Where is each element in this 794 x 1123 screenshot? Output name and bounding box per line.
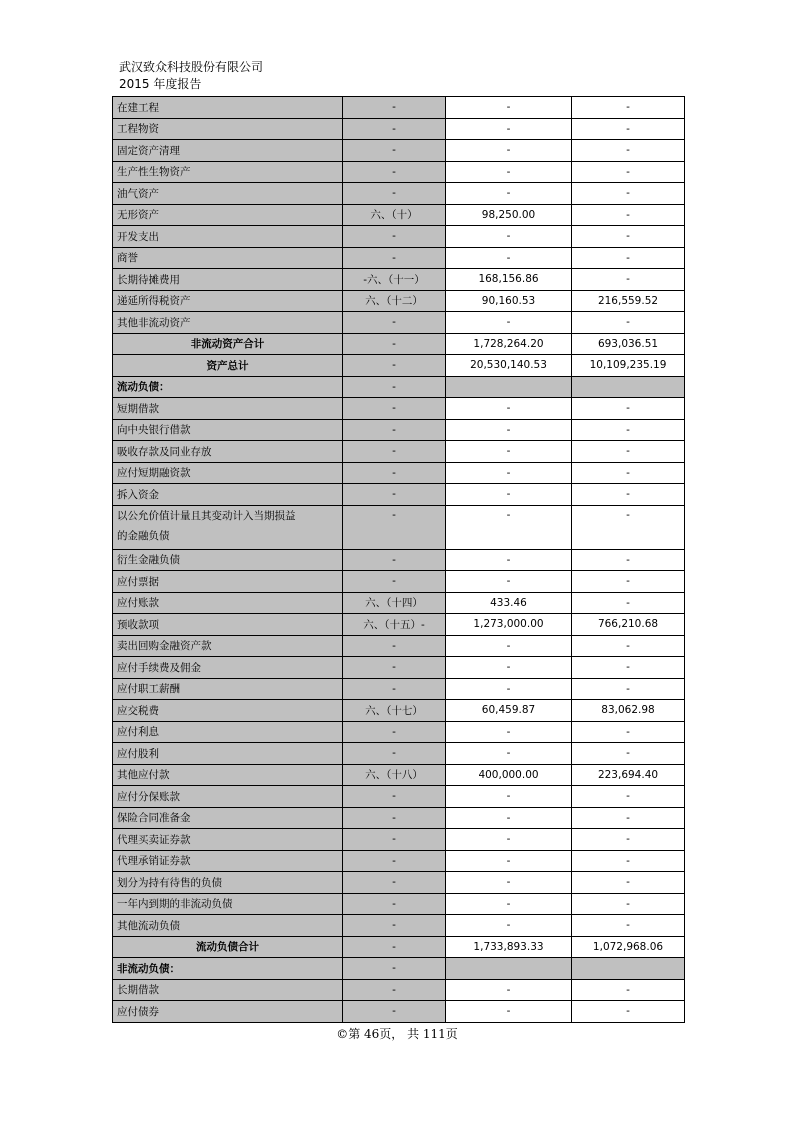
item-name-line-2: 的金融负债: [117, 529, 170, 542]
prior-period-value: -: [572, 829, 685, 851]
note-ref: 六、（十）: [343, 204, 446, 226]
prior-period-value: -: [572, 915, 685, 937]
table-row: [113, 204, 685, 226]
note-ref: -: [343, 484, 446, 506]
table-row: [113, 1001, 685, 1023]
item-name: 在建工程: [113, 97, 343, 119]
prior-period-value: -: [572, 657, 685, 679]
table-row: [113, 850, 685, 872]
item-name: 应付股利: [113, 743, 343, 765]
current-period-value: -: [446, 807, 572, 829]
note-ref: -: [343, 979, 446, 1001]
table-row: [113, 290, 685, 312]
table-row: [113, 97, 685, 119]
prior-period-value: -: [572, 635, 685, 657]
subtotal-row: [113, 936, 685, 958]
note-ref: -: [343, 161, 446, 183]
current-period-value: -: [446, 441, 572, 463]
item-name-line-1: 以公允价值计量且其变动计入当期损益: [117, 509, 296, 522]
table-row: [113, 592, 685, 614]
current-period-value: 168,156.86: [446, 269, 572, 291]
prior-period-value: -: [572, 505, 685, 549]
section-title: 流动负债：: [113, 376, 343, 398]
note-ref: -: [343, 441, 446, 463]
prior-period-value: -: [572, 807, 685, 829]
prior-period-value: -: [572, 247, 685, 269]
table-row: [113, 657, 685, 679]
item-name: 工程物资: [113, 118, 343, 140]
current-period-value: -: [446, 678, 572, 700]
item-name: 应付短期融资款: [113, 462, 343, 484]
current-period-value: 400,000.00: [446, 764, 572, 786]
note-ref: -: [343, 355, 446, 377]
item-name: 保险合同准备金: [113, 807, 343, 829]
table-row: [113, 764, 685, 786]
note-ref: -: [343, 247, 446, 269]
item-name: 拆入资金: [113, 484, 343, 506]
current-period-value: -: [446, 398, 572, 420]
item-name: 应付债券: [113, 1001, 343, 1023]
table-row: [113, 462, 685, 484]
prior-period-value: 693,036.51: [572, 333, 685, 355]
company-name: 武汉致众科技股份有限公司: [119, 60, 264, 74]
current-period-value: -: [446, 312, 572, 334]
note-ref: -: [343, 635, 446, 657]
balance-sheet-table: [112, 96, 685, 1023]
item-name: 长期待摊费用: [113, 269, 343, 291]
prior-period-value: -: [572, 893, 685, 915]
prior-period-value: -: [572, 419, 685, 441]
table-row: [113, 269, 685, 291]
table-row: [113, 786, 685, 808]
current-period-value: 1,733,893.33: [446, 936, 572, 958]
table-row: [113, 915, 685, 937]
prior-period-value: [572, 376, 685, 398]
item-name: 生产性生物资产: [113, 161, 343, 183]
prior-period-value: -: [572, 462, 685, 484]
current-period-value: -: [446, 743, 572, 765]
note-ref: -: [343, 226, 446, 248]
item-name: 应付手续费及佣金: [113, 657, 343, 679]
item-name: 一年内到期的非流动负债: [113, 893, 343, 915]
table-row: [113, 484, 685, 506]
current-period-value: -: [446, 226, 572, 248]
prior-period-value: [572, 958, 685, 980]
table-row: [113, 312, 685, 334]
item-name: 应付职工薪酬: [113, 678, 343, 700]
table-row: [113, 505, 685, 549]
current-period-value: -: [446, 505, 572, 549]
prior-period-value: -: [572, 441, 685, 463]
item-name: 卖出回购金融资产款: [113, 635, 343, 657]
note-ref: -: [343, 505, 446, 549]
note-ref: -: [343, 333, 446, 355]
prior-period-value: -: [572, 592, 685, 614]
prior-period-value: -: [572, 721, 685, 743]
table-row: [113, 571, 685, 593]
prior-period-value: -: [572, 979, 685, 1001]
note-ref: -: [343, 850, 446, 872]
current-period-value: 1,273,000.00: [446, 614, 572, 636]
table-row: [113, 161, 685, 183]
page-footer: ©第 46页， 共 111页: [336, 1027, 458, 1041]
prior-period-value: 10,109,235.19: [572, 355, 685, 377]
note-ref: -: [343, 786, 446, 808]
note-ref: 六、（十四）: [343, 592, 446, 614]
item-name: 吸收存款及同业存放: [113, 441, 343, 463]
item-name: 长期借款: [113, 979, 343, 1001]
note-ref: -: [343, 398, 446, 420]
item-name: 短期借款: [113, 398, 343, 420]
table-row: [113, 829, 685, 851]
section-header-row: [113, 376, 685, 398]
table-row: [113, 398, 685, 420]
table-row: [113, 226, 685, 248]
prior-period-value: -: [572, 269, 685, 291]
current-period-value: -: [446, 979, 572, 1001]
note-ref: -: [343, 183, 446, 205]
current-period-value: 20,530,140.53: [446, 355, 572, 377]
note-ref: -: [343, 807, 446, 829]
section-header-row: [113, 958, 685, 980]
current-period-value: [446, 376, 572, 398]
note-ref: -: [343, 657, 446, 679]
note-ref: -: [343, 97, 446, 119]
prior-period-value: -: [572, 312, 685, 334]
current-period-value: -: [446, 893, 572, 915]
table-row: [113, 419, 685, 441]
prior-period-value: -: [572, 398, 685, 420]
current-period-value: [446, 958, 572, 980]
item-name: 预收款项: [113, 614, 343, 636]
total-row: [113, 355, 685, 377]
current-period-value: -: [446, 571, 572, 593]
table-row: [113, 247, 685, 269]
prior-period-value: -: [572, 786, 685, 808]
current-period-value: -: [446, 850, 572, 872]
current-period-value: 90,160.53: [446, 290, 572, 312]
note-ref: 六、（十五）-: [343, 614, 446, 636]
note-ref: -: [343, 893, 446, 915]
current-period-value: 60,459.87: [446, 700, 572, 722]
prior-period-value: -: [572, 204, 685, 226]
current-period-value: 98,250.00: [446, 204, 572, 226]
prior-period-value: -: [572, 140, 685, 162]
current-period-value: -: [446, 872, 572, 894]
table-row: [113, 721, 685, 743]
table-row: [113, 549, 685, 571]
prior-period-value: 216,559.52: [572, 290, 685, 312]
subtotal-row: [113, 333, 685, 355]
prior-period-value: -: [572, 549, 685, 571]
table-row: [113, 118, 685, 140]
note-ref: -: [343, 829, 446, 851]
item-name: 应付分保账款: [113, 786, 343, 808]
item-name: 流动负债合计: [113, 936, 343, 958]
item-name: 油气资产: [113, 183, 343, 205]
table-row: [113, 743, 685, 765]
item-name: 应付利息: [113, 721, 343, 743]
note-ref: -: [343, 140, 446, 162]
item-name: 递延所得税资产: [113, 290, 343, 312]
note-ref: -: [343, 571, 446, 593]
note-ref: -: [343, 118, 446, 140]
prior-period-value: -: [572, 97, 685, 119]
current-period-value: -: [446, 419, 572, 441]
current-period-value: -: [446, 549, 572, 571]
item-name: 资产总计: [113, 355, 343, 377]
current-period-value: -: [446, 829, 572, 851]
item-name: 应交税费: [113, 700, 343, 722]
note-ref: -: [343, 872, 446, 894]
report-title: 2015 年度报告: [119, 77, 202, 91]
note-ref: -: [343, 958, 446, 980]
prior-period-value: -: [572, 743, 685, 765]
current-period-value: 433.46: [446, 592, 572, 614]
item-name: 向中央银行借款: [113, 419, 343, 441]
prior-period-value: -: [572, 118, 685, 140]
prior-period-value: -: [572, 850, 685, 872]
note-ref: -: [343, 462, 446, 484]
item-name: 无形资产: [113, 204, 343, 226]
current-period-value: 1,728,264.20: [446, 333, 572, 355]
item-name: 其他非流动资产: [113, 312, 343, 334]
table-row: [113, 979, 685, 1001]
item-name: 开发支出: [113, 226, 343, 248]
table-row: [113, 807, 685, 829]
prior-period-value: -: [572, 161, 685, 183]
table-row: [113, 140, 685, 162]
current-period-value: -: [446, 118, 572, 140]
item-name: 固定资产清理: [113, 140, 343, 162]
table-row: [113, 441, 685, 463]
current-period-value: -: [446, 484, 572, 506]
item-name: [113, 505, 343, 549]
current-period-value: -: [446, 657, 572, 679]
current-period-value: -: [446, 161, 572, 183]
current-period-value: -: [446, 635, 572, 657]
item-name: 其他应付款: [113, 764, 343, 786]
prior-period-value: 766,210.68: [572, 614, 685, 636]
table-row: [113, 678, 685, 700]
prior-period-value: -: [572, 226, 685, 248]
prior-period-value: -: [572, 571, 685, 593]
current-period-value: -: [446, 183, 572, 205]
note-ref: 六、（十八）: [343, 764, 446, 786]
note-ref: 六、（十七）: [343, 700, 446, 722]
note-ref: -: [343, 936, 446, 958]
prior-period-value: -: [572, 678, 685, 700]
table-row: [113, 614, 685, 636]
section-title: 非流动负债：: [113, 958, 343, 980]
item-name: 商誉: [113, 247, 343, 269]
note-ref: 六、（十二）: [343, 290, 446, 312]
table-row: [113, 893, 685, 915]
note-ref: -: [343, 678, 446, 700]
prior-period-value: 1,072,968.06: [572, 936, 685, 958]
item-name: 应付账款: [113, 592, 343, 614]
note-ref: -: [343, 419, 446, 441]
note-ref: -: [343, 1001, 446, 1023]
item-name: 代理买卖证券款: [113, 829, 343, 851]
item-name: 应付票据: [113, 571, 343, 593]
item-name: 代理承销证券款: [113, 850, 343, 872]
note-ref: -: [343, 915, 446, 937]
item-name: 其他流动负债: [113, 915, 343, 937]
current-period-value: -: [446, 915, 572, 937]
table-row: [113, 872, 685, 894]
note-ref: -: [343, 376, 446, 398]
item-name: 衍生金融负债: [113, 549, 343, 571]
current-period-value: -: [446, 247, 572, 269]
item-name: 非流动资产合计: [113, 333, 343, 355]
current-period-value: -: [446, 786, 572, 808]
current-period-value: -: [446, 462, 572, 484]
note-ref: -: [343, 721, 446, 743]
note-ref: -: [343, 743, 446, 765]
table-row: [113, 183, 685, 205]
table-row: [113, 700, 685, 722]
note-ref: -六、（十一）: [343, 269, 446, 291]
note-ref: -: [343, 312, 446, 334]
prior-period-value: -: [572, 872, 685, 894]
prior-period-value: -: [572, 183, 685, 205]
note-ref: -: [343, 549, 446, 571]
current-period-value: -: [446, 140, 572, 162]
item-name: 划分为持有待售的负债: [113, 872, 343, 894]
prior-period-value: -: [572, 484, 685, 506]
current-period-value: -: [446, 721, 572, 743]
prior-period-value: -: [572, 1001, 685, 1023]
prior-period-value: 83,062.98: [572, 700, 685, 722]
current-period-value: -: [446, 1001, 572, 1023]
table-row: [113, 635, 685, 657]
prior-period-value: 223,694.40: [572, 764, 685, 786]
current-period-value: -: [446, 97, 572, 119]
